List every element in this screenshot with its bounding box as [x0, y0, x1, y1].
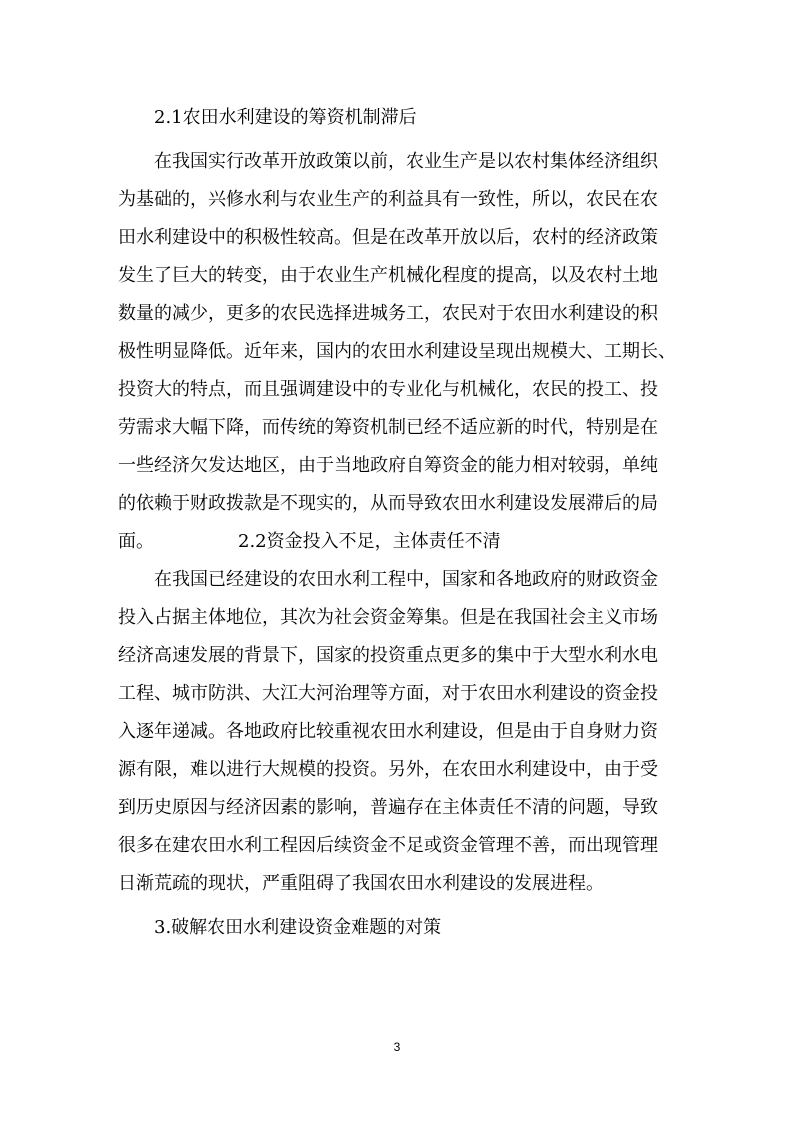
- paragraph-line: 面。: [118, 531, 154, 552]
- paragraph-line: 为基础的，兴修水利与农业生产的利益具有一致性，所以，农民在农: [118, 189, 658, 210]
- section-heading-2-1: 2.1农田水利建设的筹资机制滞后: [154, 107, 417, 128]
- paragraph-line: 劳需求大幅下降，而传统的筹资机制已经不适应新的时代，特别是在: [118, 417, 658, 438]
- page-number: 3: [393, 1040, 401, 1054]
- paragraph-line: 在我国已经建设的农田水利工程中，国家和各地政府的财政资金: [154, 569, 658, 590]
- paragraph-line: 数量的减少，更多的农民选择进城务工，农民对于农田水利建设的积: [118, 303, 658, 324]
- paragraph-line: 极性明显降低。近年来，国内的农田水利建设呈现出规模大、工期长、: [118, 341, 676, 362]
- paragraph-line: 投入占据主体地位，其次为社会资金筹集。但是在我国社会主义市场: [118, 607, 658, 628]
- paragraph-line: 经济高速发展的背景下，国家的投资重点更多的集中于大型水利水电: [118, 645, 658, 666]
- section-heading-3: 3.破解农田水利建设资金难题的对策: [154, 917, 442, 938]
- paragraph-line: 田水利建设中的积极性较高。但是在改革开放以后，农村的经济政策: [118, 227, 658, 248]
- paragraph-line: 一些经济欠发达地区，由于当地政府自筹资金的能力相对较弱，单纯: [118, 455, 658, 476]
- paragraph-line: 投资大的特点，而且强调建设中的专业化与机械化，农民的投工、投: [118, 379, 658, 400]
- paragraph-line: 的依赖于财政拨款是不现实的，从而导致农田水利建设发展滞后的局: [118, 493, 658, 514]
- paragraph-line: 日渐荒疏的现状，严重阻碍了我国农田水利建设的发展进程。: [118, 873, 604, 894]
- paragraph-line: 入逐年递减。各地政府比较重视农田水利建设，但是由于自身财力资: [118, 721, 658, 742]
- paragraph-line: 在我国实行改革开放政策以前，农业生产是以农村集体经济组织: [154, 151, 658, 172]
- paragraph-line: 到历史原因与经济因素的影响，普遍存在主体责任不清的问题，导致: [118, 797, 658, 818]
- paragraph-line: 很多在建农田水利工程因后续资金不足或资金管理不善，而出现管理: [118, 835, 658, 856]
- paragraph-line: 工程、城市防洪、大江大河治理等方面，对于农田水利建设的资金投: [118, 683, 658, 704]
- paragraph-line: 源有限，难以进行大规模的投资。另外，在农田水利建设中，由于受: [118, 759, 658, 780]
- paragraph-line: 发生了巨大的转变，由于农业生产机械化程度的提高，以及农村土地: [118, 265, 658, 286]
- section-heading-2-2: 2.2资金投入不足，主体责任不清: [238, 531, 501, 552]
